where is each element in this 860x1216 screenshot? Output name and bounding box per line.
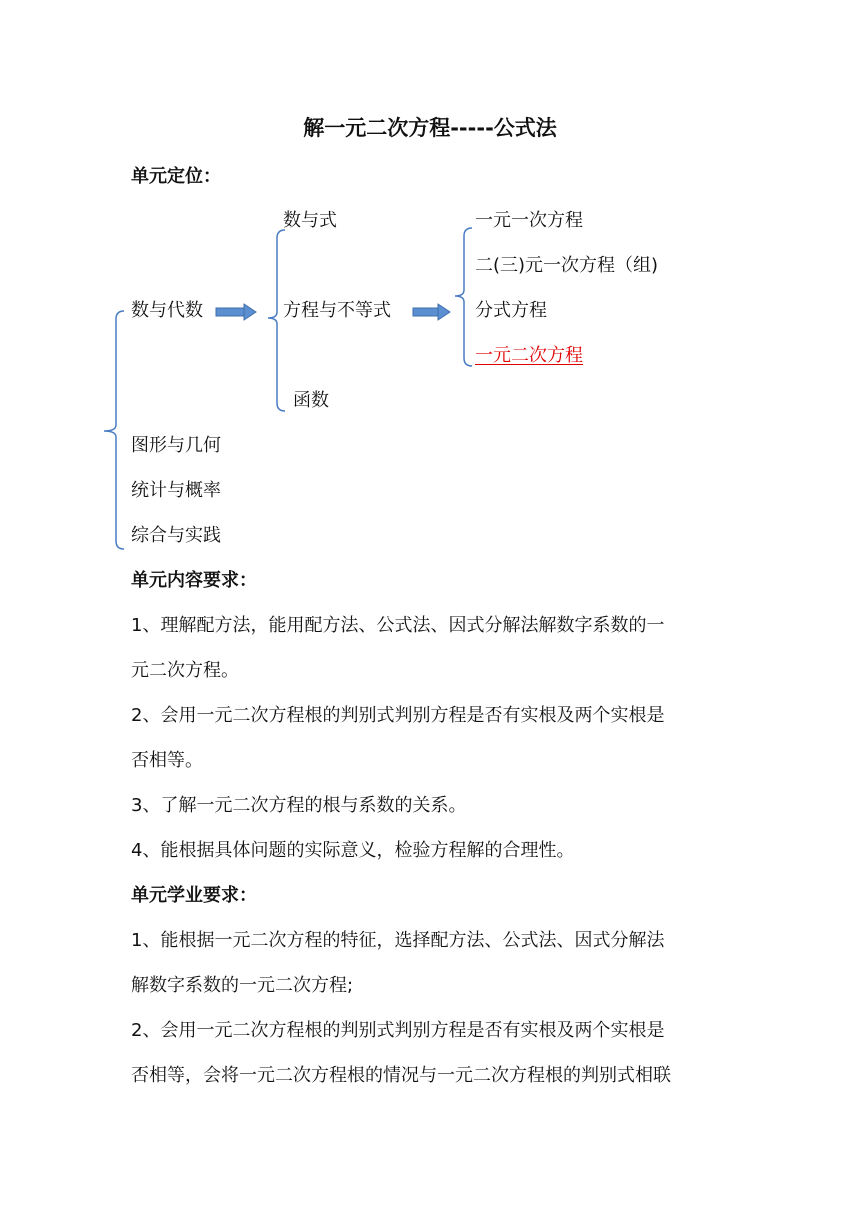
- content-line: 2、会用一元二次方程根的判别式判别方程是否有实根及两个实根是: [131, 705, 665, 726]
- content-line: 元二次方程。: [131, 660, 239, 681]
- arrow-icon-1: [216, 304, 256, 320]
- academic-line: 2、会用一元二次方程根的判别式判别方程是否有实根及两个实根是: [131, 1020, 665, 1041]
- tree-level2-item: 方程与不等式: [283, 300, 391, 321]
- tree-level2-item: 数与式: [283, 210, 337, 231]
- level3-bracket: [455, 228, 472, 366]
- content-line: 4、能根据具体问题的实际意义，检验方程解的合理性。: [131, 840, 575, 861]
- tree-root-other: 图形与几何: [131, 435, 221, 456]
- page-title: 解一元二次方程-----公式法: [303, 116, 557, 140]
- tree-level3-item: 分式方程: [475, 300, 547, 321]
- root-bracket: [104, 311, 124, 549]
- section-heading-academic: 单元学业要求：: [131, 885, 257, 906]
- arrow-icon-2: [413, 304, 450, 320]
- tree-level3-item: 二(三)元一次方程（组): [475, 255, 659, 276]
- academic-line: 解数字系数的一元二次方程;: [131, 975, 354, 996]
- content-line: 1、理解配方法，能用配方法、公式法、因式分解法解数字系数的一: [131, 615, 665, 636]
- section-heading-content: 单元内容要求：: [131, 570, 257, 591]
- tree-level2-item: 函数: [293, 390, 329, 411]
- academic-line: 否相等，会将一元二次方程根的情况与一元二次方程根的判别式相联: [131, 1065, 671, 1086]
- tree-root-main: 数与代数: [131, 300, 203, 321]
- tree-root-other: 综合与实践: [131, 525, 221, 546]
- tree-root-other: 统计与概率: [131, 480, 221, 501]
- section-heading-positioning: 单元定位：: [131, 166, 221, 187]
- academic-line: 1、能根据一元二次方程的特征，选择配方法、公式法、因式分解法: [131, 930, 665, 951]
- content-line: 否相等。: [131, 750, 203, 771]
- tree-level3-item: 一元一次方程: [475, 210, 583, 231]
- tree-level3-highlighted: 一元二次方程: [475, 345, 583, 366]
- content-line: 3、了解一元二次方程的根与系数的关系。: [131, 795, 467, 816]
